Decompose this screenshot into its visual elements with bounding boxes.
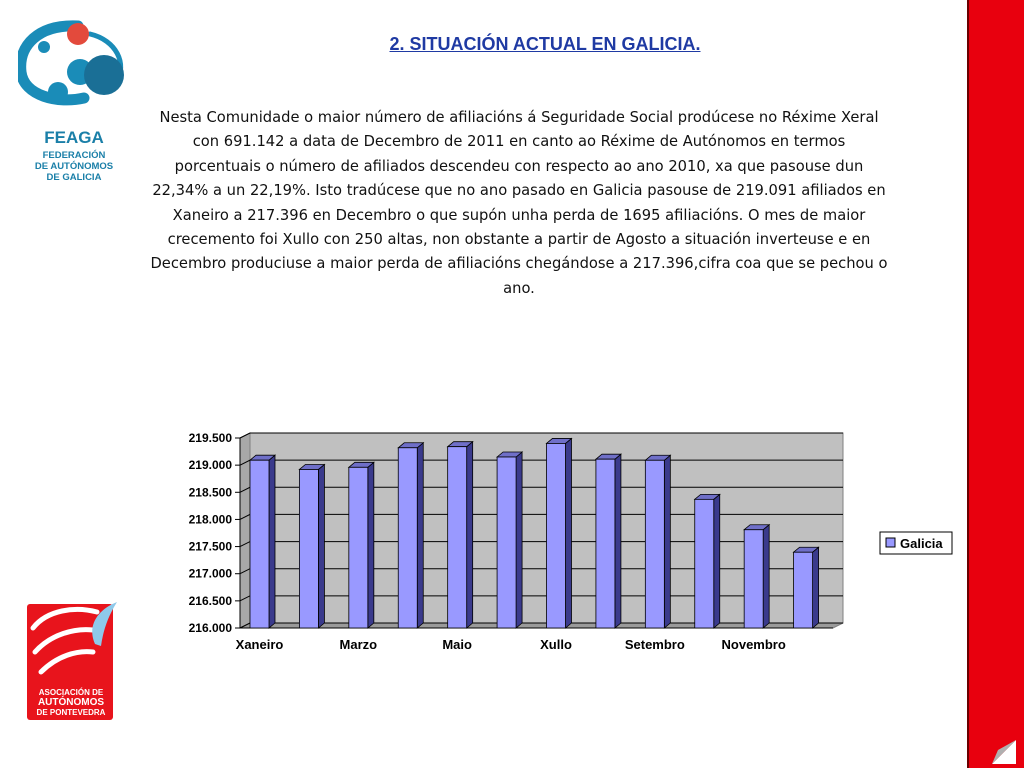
bar — [695, 499, 714, 628]
bar — [349, 467, 368, 628]
y-tick-label: 217.000 — [188, 566, 232, 581]
y-tick-label: 219.000 — [188, 458, 232, 473]
x-tick-label: Maio — [442, 637, 472, 652]
bar — [250, 460, 269, 628]
bar — [794, 552, 813, 628]
bar — [398, 448, 417, 628]
bar — [448, 447, 467, 628]
aap-caption-line: ASOCIACIÓN DE — [38, 688, 104, 697]
bar-side — [318, 464, 324, 628]
feaga-name: FEAGA — [44, 128, 104, 147]
affiliations-chart — [160, 425, 960, 660]
y-tick-label: 216.000 — [188, 621, 232, 635]
bar-side — [467, 442, 473, 628]
x-tick-label: Novembro — [721, 637, 786, 652]
feaga-logo — [18, 20, 130, 183]
y-tick-label: 219.500 — [188, 431, 232, 445]
bar-side — [566, 438, 572, 628]
feaga-subtitle-line: DE GALICIA — [46, 172, 102, 183]
body-paragraph: Nesta Comunidade o maior número de afiliacións á Seguridade Social prodúcese no Réxime Xeral con 691.142 a data de Decembro de 2011 en canto ao Réxime de Autónomos en termos porcentuais o número de afiliados descendeu con respecto ao ano 2010, xa que pasouse dun 22,34% a un 22,19%. Isto tradúcese que no ano pasado en Galicia pasouse de 219.091 afiliados en Xaneiro a 217.396 en Decembro o que supón unha perda de 1695 afiliacións. O mes de maior crecemento foi Xullo con 250 altas, non obstante a partir de Agosto a situación inverteuse e en Decembro produciuse a maior perda de afiliacións chegándose a 217.396,cifra coa que se pechou o ano. — [150, 109, 888, 297]
bar-side — [368, 462, 374, 628]
side-strip — [967, 0, 1024, 768]
y-tick-label: 218.000 — [188, 512, 232, 527]
legend-swatch — [886, 538, 895, 547]
bar — [596, 459, 615, 628]
feaga-emblem-icon — [18, 20, 130, 125]
feaga-subtitle-line: FEDERACIÓN — [42, 150, 106, 161]
bar — [497, 457, 516, 628]
x-tick-label: Marzo — [339, 637, 378, 652]
x-tick-label: Xaneiro — [235, 637, 284, 652]
aap-logo — [27, 600, 117, 720]
feaga-subtitle-line: DE AUTÓNOMOS — [34, 161, 114, 172]
bar-side — [664, 455, 670, 628]
bar — [547, 443, 566, 628]
bar-side — [763, 525, 769, 628]
x-tick-label: Setembro — [624, 637, 685, 652]
y-tick-label: 217.500 — [188, 539, 232, 554]
feaga-subtitle — [18, 150, 130, 183]
aap-caption-line: AUTÓNOMOS — [37, 697, 105, 708]
page-title: 2. SITUACIÓN ACTUAL EN GALICIA. — [389, 34, 701, 54]
aap-caption-line: DE PONTEVEDRA — [36, 708, 106, 717]
aap-caption — [29, 688, 113, 718]
bar — [645, 460, 664, 628]
legend-label: Galicia — [900, 536, 943, 551]
bar-side — [813, 547, 819, 628]
bar-side — [269, 455, 275, 628]
bar-side — [516, 452, 522, 628]
y-tick-label: 216.500 — [188, 593, 232, 608]
bar — [299, 469, 318, 628]
page-curl-icon — [992, 740, 1016, 764]
y-tick-label: 218.500 — [188, 485, 232, 500]
bar-side — [714, 494, 720, 628]
x-tick-label: Xullo — [540, 637, 572, 652]
bar-side — [615, 454, 621, 628]
bar — [744, 530, 763, 628]
bar-side — [417, 443, 423, 628]
